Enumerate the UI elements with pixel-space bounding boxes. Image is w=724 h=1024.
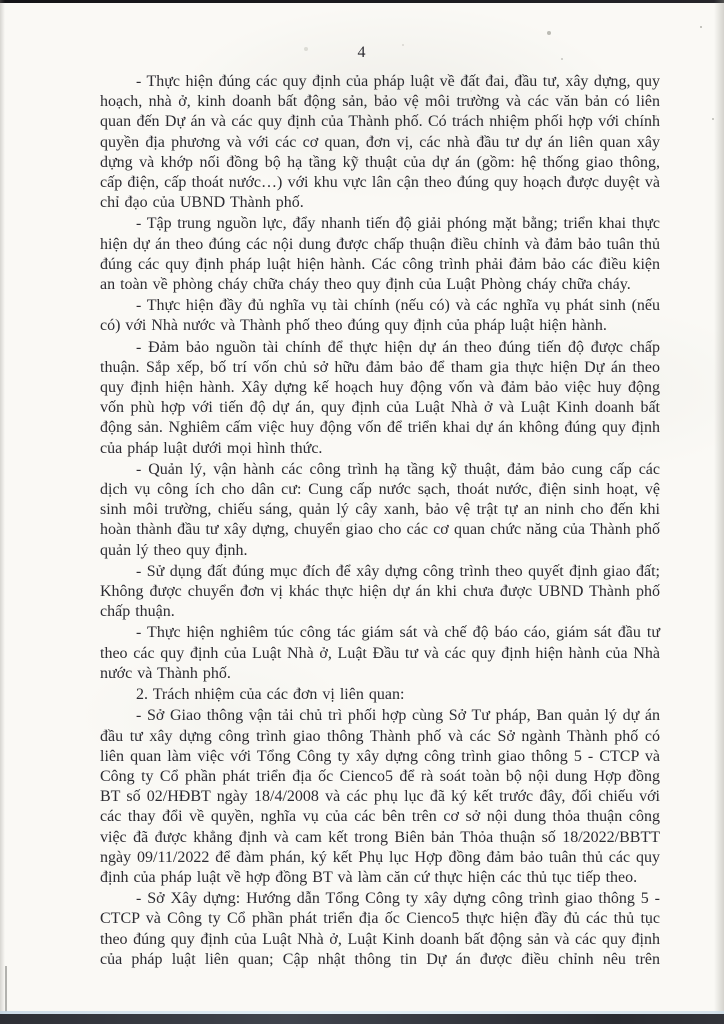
document-body — [100, 72, 660, 971]
scan-edge-left — [0, 0, 5, 1024]
paragraph: - Sở Giao thông vận tải chủ trì phối hợp cùng Sở Tư pháp, Ban quản lý dự án đầu tư xây dựng công trình giao thông Thành phố và các Sở ngành Thành phố có liên quan làm việc với Tổng Công ty xây dựng công trình giao thông 5 - CTCP và Công ty Cổ phần phát triển địa ốc Cienco5 để rà soát toàn bộ nội dung Hợp đồng BT số 02/HĐBT ngày 18/4/2008 và các phụ lục đã ký kết trước đây, đối chiếu với các thay đổi về quyền, nghĩa vụ của các bên trên cơ sở nội dung thỏa thuận công việc đã được khẳng định và cam kết trong Biên bản Thỏa thuận số 18/2022/BBTT ngày 09/11/2022 để đàm phán, ký kết Phụ lục Hợp đồng đảm bảo tuân thủ các quy định của pháp luật về hợp đồng BT và làm căn cứ thực hiện các thủ tục tiếp theo. — [100, 707, 660, 886]
scan-edge-right — [714, 0, 724, 1024]
scan-edge-bottom — [0, 1014, 724, 1024]
paragraph: - Quản lý, vận hành các công trình hạ tầng kỹ thuật, đảm bảo cung cấp các dịch vụ công ích cho dân cư: Cung cấp nước sạch, thoát nước, điện sinh hoạt, vệ sinh môi trường, chiếu sáng, quản lý cây xanh, bảo vệ trật tự an ninh cho đến khi hoàn thành đầu tư xây dựng, chuyển giao cho các cơ quan chức năng của Thành phố quản lý theo quy định. — [100, 460, 660, 559]
paragraph: - Sử dụng đất đúng mục đích để xây dựng công trình theo quyết định giao đất; Không được chuyển đơn vị khác thực hiện dự án khi chưa được UBND Thành phố chấp thuận. — [100, 562, 660, 621]
paragraph: - Thực hiện nghiêm túc công tác giám sát và chế độ báo cáo, giám sát đầu tư theo các quy định của Luật Nhà ở, Luật Đầu tư và các quy định hiện hành của Nhà nước và Thành phố. — [100, 624, 660, 682]
paragraph: - Thực hiện đầy đủ nghĩa vụ tài chính (nếu có) và các nghĩa vụ phát sinh (nếu có) với Nhà nước và Thành phố theo đúng quy định của pháp luật hiện hành. — [100, 297, 660, 335]
section-heading: 2. Trách nhiệm của các đơn vị liên quan: — [136, 686, 405, 704]
page-number: 4 — [357, 44, 367, 61]
paragraph: - Tập trung nguồn lực, đẩy nhanh tiến độ giải phóng mặt bằng; triển khai thực hiện dự án theo đúng các nội dung được chấp thuận điều chỉnh và đảm bảo tuân thủ đúng các quy định pháp luật hiện hành. Các công trình phải đảm bảo các điều kiện an toàn về phòng cháy chữa cháy theo quy định của Luật Phòng cháy chữa cháy. — [100, 215, 660, 294]
paragraph: - Sở Xây dựng: Hướng dẫn Tổng Công ty xây dựng công trình giao thông 5 - CTCP và Công ty Cổ phần phát triển địa ốc Cienco5 thực hiện đầy đủ các thủ tục theo đúng quy định của Luật Nhà ở, Luật Kinh doanh bất động sản và các quy định của pháp luật liên quan; Cập nhật thông tin Dự án được điều chỉnh nêu trên — [100, 890, 660, 968]
scan-artifact-line — [5, 966, 7, 1012]
paragraph: - Đảm bảo nguồn tài chính để thực hiện dự án theo đúng tiến độ được chấp thuận. Sắp xếp, bố trí vốn chủ sở hữu đảm bảo để tham gia thực hiện Dự án theo quy định hiện hành. Xây dựng kế hoạch huy động vốn và đảm bảo việc huy động vốn phù hợp với tiến độ dự án, quy định của Luật Nhà ở và Luật Kinh doanh bất động sản. Nghiêm cấm việc huy động vốn để triển khai dự án không đúng quy định của pháp luật dưới mọi hình thức. — [100, 338, 660, 457]
paragraph: - Thực hiện đúng các quy định của pháp luật về đất đai, đầu tư, xây dựng, quy hoạch, nhà ở, kinh doanh bất động sản, bảo vệ môi trường và các văn bản có liên quan đến Dự án và các quy định của Thành phố. Có trách nhiệm phối hợp với chính quyền địa phương và với các cơ quan, đơn vị, các nhà đầu tư dự án liên quan xây dựng và khớp nối đồng bộ hạ tầng kỹ thuật của dự án (gồm: hệ thống giao thông, cấp điện, cấp thoát nước…) với khu vực lân cận theo đúng quy hoạch được duyệt và chỉ đạo của UBND Thành phố. — [100, 73, 660, 212]
scan-edge-top — [0, 0, 724, 3]
